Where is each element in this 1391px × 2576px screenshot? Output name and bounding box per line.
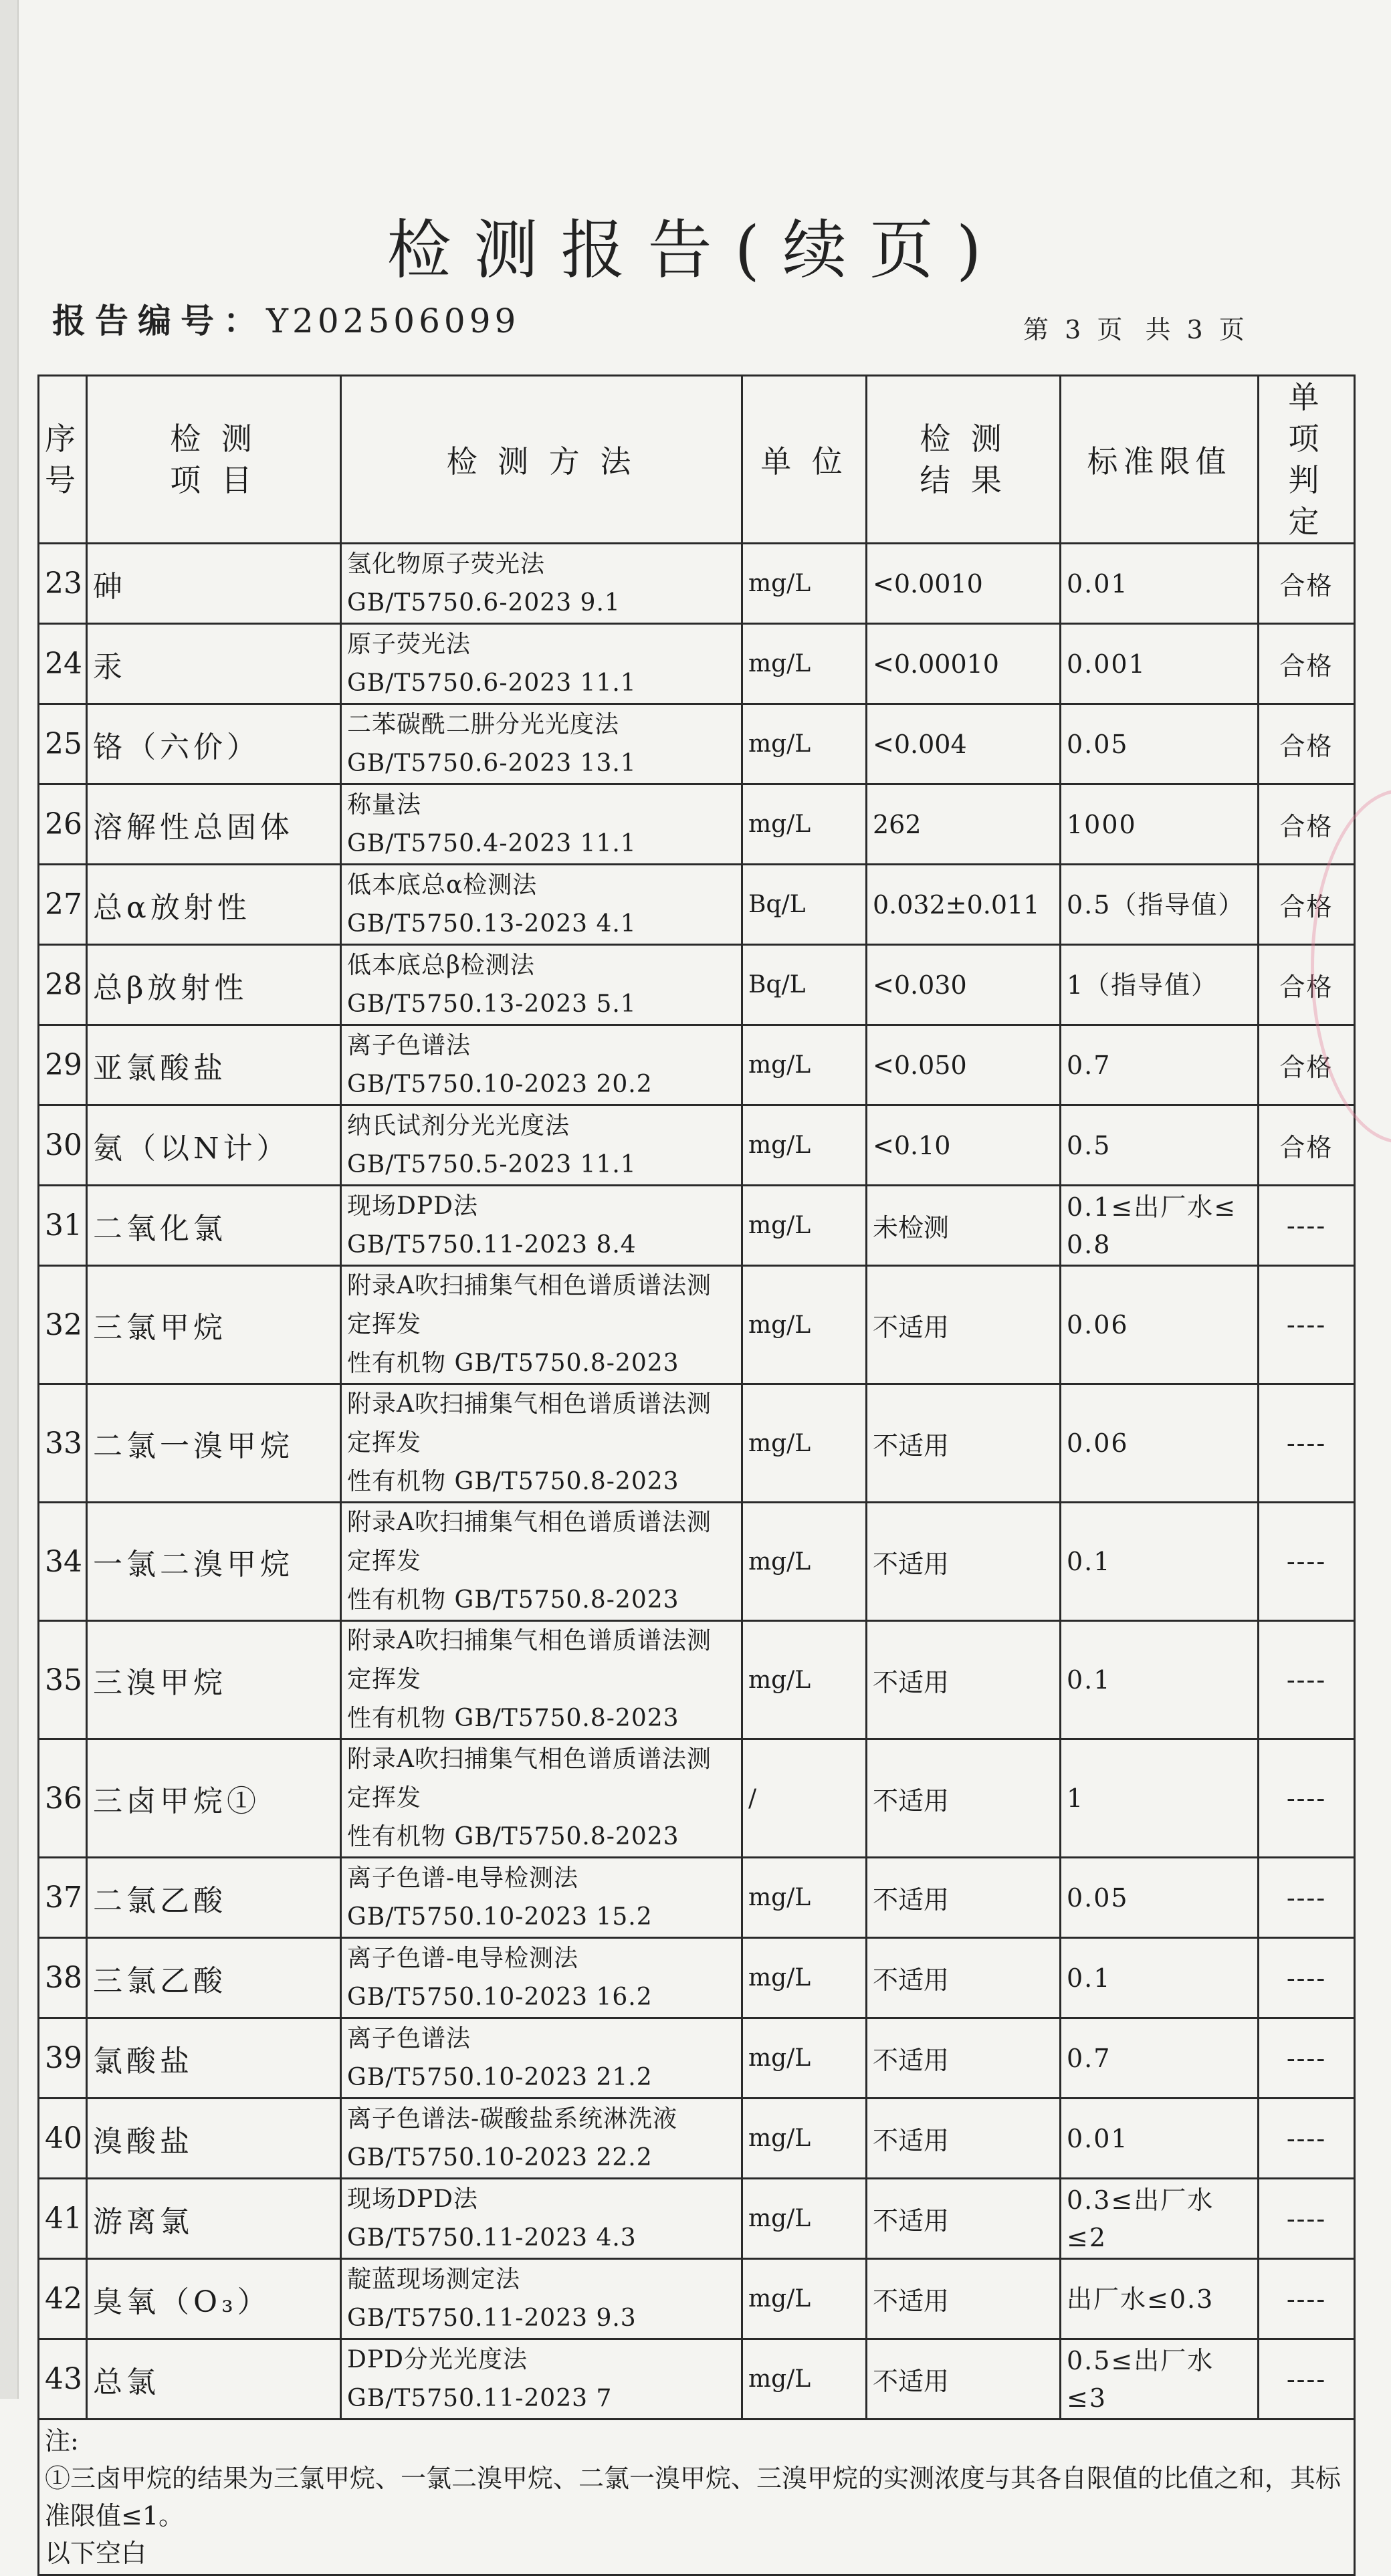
row-unit: mg/L <box>742 1025 867 1105</box>
standard-line-1: 0.5（指导值） <box>1067 889 1245 920</box>
row-number: 24 <box>39 624 87 704</box>
row-unit: mg/L <box>742 1266 867 1384</box>
row-method <box>341 945 742 1025</box>
row-item: 总α放射性 <box>87 865 341 945</box>
row-method <box>341 1938 742 2018</box>
standard-line-1: 0.06 <box>1067 1428 1129 1458</box>
row-unit: Bq/L <box>742 945 867 1025</box>
row-judgement: 合格 <box>1259 945 1355 1025</box>
row-unit: mg/L <box>742 2099 867 2179</box>
row-judgement: ---- <box>1259 1858 1355 1938</box>
row-number: 31 <box>39 1186 87 1266</box>
row-unit: / <box>742 1739 867 1858</box>
header-judge: 单 项 判 定 <box>1259 376 1355 544</box>
row-standard <box>1061 544 1259 624</box>
method-line-1: 附录A吹扫捕集气相色谱质谱法测定挥发 <box>347 1627 712 1693</box>
method-line-1: 附录A吹扫捕集气相色谱质谱法测定挥发 <box>347 1509 712 1575</box>
table-row <box>39 2259 1355 2339</box>
row-number: 41 <box>39 2179 87 2259</box>
row-standard <box>1061 1266 1259 1384</box>
row-unit: Bq/L <box>742 865 867 945</box>
row-item: 三氯乙酸 <box>87 1938 341 2018</box>
method-line-1: 低本底总β检测法 <box>347 951 535 979</box>
method-line-1: 现场DPD法 <box>347 2185 478 2213</box>
row-standard <box>1061 1938 1259 2018</box>
row-number: 37 <box>39 1858 87 1938</box>
method-line-2: GB/T5750.13-2023 5.1 <box>347 990 637 1018</box>
row-item: 铬（六价） <box>87 704 341 784</box>
table-row <box>39 704 1355 784</box>
row-number: 29 <box>39 1025 87 1105</box>
row-result: 不适用 <box>867 2018 1061 2099</box>
row-standard <box>1061 1621 1259 1739</box>
row-unit: mg/L <box>742 1503 867 1621</box>
table-row <box>39 2099 1355 2179</box>
row-standard <box>1061 1025 1259 1105</box>
method-line-1: 附录A吹扫捕集气相色谱质谱法测定挥发 <box>347 1745 712 1812</box>
row-number: 40 <box>39 2099 87 2179</box>
row-judgement: ---- <box>1259 1186 1355 1266</box>
row-standard <box>1061 624 1259 704</box>
row-method <box>341 1739 742 1858</box>
method-line-2: GB/T5750.11-2023 7 <box>347 2384 613 2412</box>
row-unit: mg/L <box>742 704 867 784</box>
standard-line-1: 1（指导值） <box>1067 970 1218 1000</box>
row-result: <0.0010 <box>867 544 1061 624</box>
table-row <box>39 865 1355 945</box>
row-result: 不适用 <box>867 2179 1061 2259</box>
standard-line-1: 0.01 <box>1067 2123 1129 2153</box>
table-body <box>39 544 1355 2575</box>
row-result: 不适用 <box>867 1621 1061 1739</box>
method-line-1: 离子色谱-电导检测法 <box>347 1864 579 1892</box>
row-result: 262 <box>867 784 1061 865</box>
standard-line-1: 0.5 <box>1067 1130 1111 1160</box>
method-line-2: GB/T5750.10-2023 22.2 <box>347 2143 653 2171</box>
row-standard <box>1061 2099 1259 2179</box>
method-line-2: GB/T5750.13-2023 4.1 <box>347 909 637 938</box>
table-row <box>39 2179 1355 2259</box>
row-unit: mg/L <box>742 2339 867 2420</box>
row-item: 游离氯 <box>87 2179 341 2259</box>
row-result: 不适用 <box>867 1938 1061 2018</box>
row-item: 汞 <box>87 624 341 704</box>
method-line-1: 离子色谱法-碳酸盐系统淋洗液 <box>347 2105 678 2133</box>
row-item: 三卤甲烷① <box>87 1739 341 1858</box>
row-method <box>341 1266 742 1384</box>
standard-line-1: 0.1≤出厂水≤ <box>1067 1192 1237 1222</box>
row-standard <box>1061 2179 1259 2259</box>
table-row <box>39 1186 1355 1266</box>
method-line-2: 性有机物 GB/T5750.8-2023 <box>347 1823 679 1850</box>
row-method <box>341 624 742 704</box>
page-edge <box>0 0 19 2399</box>
method-line-1: 氢化物原子荧光法 <box>347 550 546 578</box>
method-line-2: 性有机物 GB/T5750.8-2023 <box>347 1705 679 1732</box>
note-line-2: 以下空白 <box>45 2539 147 2568</box>
row-result: 不适用 <box>867 2099 1061 2179</box>
row-item: 氯酸盐 <box>87 2018 341 2099</box>
row-judgement: 合格 <box>1259 1105 1355 1186</box>
row-item: 砷 <box>87 544 341 624</box>
row-standard <box>1061 2018 1259 2099</box>
method-line-1: 现场DPD法 <box>347 1192 478 1220</box>
row-judgement: ---- <box>1259 2099 1355 2179</box>
standard-line-1: 0.7 <box>1067 2043 1111 2073</box>
row-standard <box>1061 1503 1259 1621</box>
row-method <box>341 784 742 865</box>
row-number: 33 <box>39 1384 87 1503</box>
table-header-row <box>39 376 1355 544</box>
row-judgement: ---- <box>1259 2339 1355 2420</box>
row-judgement: ---- <box>1259 2018 1355 2099</box>
note-cell <box>39 2420 1355 2575</box>
row-standard <box>1061 704 1259 784</box>
row-number: 23 <box>39 544 87 624</box>
table-row <box>39 1384 1355 1503</box>
method-line-2: GB/T5750.11-2023 8.4 <box>347 1230 637 1259</box>
method-line-1: 二苯碳酰二肼分光光度法 <box>347 710 620 738</box>
row-result: 不适用 <box>867 1266 1061 1384</box>
row-judgement: ---- <box>1259 1266 1355 1384</box>
standard-line-1: 0.1 <box>1067 1963 1111 1993</box>
report-number <box>52 294 520 342</box>
standard-line-1: 0.1 <box>1067 1547 1111 1576</box>
standard-line-1: 0.001 <box>1067 649 1146 679</box>
row-standard <box>1061 945 1259 1025</box>
table-row <box>39 624 1355 704</box>
method-line-2: GB/T5750.10-2023 21.2 <box>347 2063 653 2091</box>
row-result: <0.10 <box>867 1105 1061 1186</box>
row-item: 二氯一溴甲烷 <box>87 1384 341 1503</box>
row-number: 35 <box>39 1621 87 1739</box>
row-result: <0.050 <box>867 1025 1061 1105</box>
row-judgement: ---- <box>1259 1621 1355 1739</box>
row-judgement: ---- <box>1259 1503 1355 1621</box>
row-method <box>341 2018 742 2099</box>
method-line-2: GB/T5750.11-2023 4.3 <box>347 2224 637 2252</box>
row-item: 溶解性总固体 <box>87 784 341 865</box>
header-result: 检 测 结 果 <box>867 376 1061 544</box>
header-no: 序 号 <box>39 376 87 544</box>
row-number: 38 <box>39 1938 87 2018</box>
table-row <box>39 1105 1355 1186</box>
standard-line-2: ≤2 <box>1067 2222 1107 2252</box>
row-item: 三溴甲烷 <box>87 1621 341 1739</box>
method-line-1: 附录A吹扫捕集气相色谱质谱法测定挥发 <box>347 1272 712 1338</box>
row-method <box>341 2339 742 2420</box>
method-line-1: 原子荧光法 <box>347 630 471 658</box>
row-item: 臭氧（O₃） <box>87 2259 341 2339</box>
table-row <box>39 1621 1355 1739</box>
row-number: 34 <box>39 1503 87 1621</box>
row-method <box>341 704 742 784</box>
row-item: 三氯甲烷 <box>87 1266 341 1384</box>
standard-line-1: 0.7 <box>1067 1050 1111 1080</box>
table-row <box>39 2018 1355 2099</box>
row-unit: mg/L <box>742 2018 867 2099</box>
table-row <box>39 1938 1355 2018</box>
row-standard <box>1061 865 1259 945</box>
method-line-1: 纳氏试剂分光光度法 <box>347 1111 570 1140</box>
row-item: 总氯 <box>87 2339 341 2420</box>
method-line-2: GB/T5750.10-2023 20.2 <box>347 1070 653 1098</box>
row-result: <0.00010 <box>867 624 1061 704</box>
standard-line-1: 1000 <box>1067 809 1137 839</box>
method-line-1: 离子色谱-电导检测法 <box>347 1944 579 1972</box>
method-line-2: GB/T5750.5-2023 11.1 <box>347 1150 637 1178</box>
row-unit: mg/L <box>742 1186 867 1266</box>
row-standard <box>1061 1739 1259 1858</box>
method-line-1: 低本底总α检测法 <box>347 871 538 899</box>
table-row <box>39 2339 1355 2420</box>
method-line-2: 性有机物 GB/T5750.8-2023 <box>347 1350 679 1377</box>
method-line-2: GB/T5750.10-2023 15.2 <box>347 1903 653 1931</box>
row-judgement: 合格 <box>1259 544 1355 624</box>
row-item: 二氧化氯 <box>87 1186 341 1266</box>
standard-line-1: 0.5≤出厂水 <box>1067 2345 1214 2375</box>
row-result: 不适用 <box>867 1739 1061 1858</box>
method-line-1: 离子色谱法 <box>347 1031 471 1059</box>
row-unit: mg/L <box>742 624 867 704</box>
row-result: 不适用 <box>867 2339 1061 2420</box>
standard-line-2: ≤3 <box>1067 2383 1107 2413</box>
row-item: 总β放射性 <box>87 945 341 1025</box>
row-number: 39 <box>39 2018 87 2099</box>
row-number: 32 <box>39 1266 87 1384</box>
row-result: 不适用 <box>867 1384 1061 1503</box>
row-method <box>341 1186 742 1266</box>
table-row <box>39 544 1355 624</box>
row-method <box>341 1105 742 1186</box>
standard-line-1: 0.3≤出厂水 <box>1067 2185 1214 2215</box>
row-result: 0.032±0.011 <box>867 865 1061 945</box>
standard-line-1: 0.1 <box>1067 1665 1111 1695</box>
row-number: 26 <box>39 784 87 865</box>
row-judgement: 合格 <box>1259 1025 1355 1105</box>
note-row <box>39 2420 1355 2575</box>
note-label: 注: <box>45 2426 79 2456</box>
row-item: 一氯二溴甲烷 <box>87 1503 341 1621</box>
row-unit: mg/L <box>742 1858 867 1938</box>
row-number: 42 <box>39 2259 87 2339</box>
row-method <box>341 1384 742 1503</box>
row-method <box>341 2099 742 2179</box>
method-line-1: 附录A吹扫捕集气相色谱质谱法测定挥发 <box>347 1390 712 1457</box>
row-standard <box>1061 1105 1259 1186</box>
row-number: 36 <box>39 1739 87 1858</box>
method-line-2: GB/T5750.6-2023 13.1 <box>347 749 637 777</box>
method-line-2: GB/T5750.10-2023 16.2 <box>347 1983 653 2011</box>
report-title: 检测报告(续页) <box>387 213 1004 288</box>
row-unit: mg/L <box>742 1621 867 1739</box>
row-standard <box>1061 784 1259 865</box>
row-result: 不适用 <box>867 2259 1061 2339</box>
header-unit: 单 位 <box>742 376 867 544</box>
row-standard <box>1061 1186 1259 1266</box>
row-judgement: 合格 <box>1259 704 1355 784</box>
table-row <box>39 1266 1355 1384</box>
row-standard <box>1061 2259 1259 2339</box>
table-row <box>39 945 1355 1025</box>
row-judgement: ---- <box>1259 2179 1355 2259</box>
standard-line-1: 1 <box>1067 1784 1085 1813</box>
row-unit: mg/L <box>742 784 867 865</box>
row-number: 25 <box>39 704 87 784</box>
row-item: 二氯乙酸 <box>87 1858 341 1938</box>
standard-line-1: 0.06 <box>1067 1310 1129 1339</box>
row-method <box>341 1503 742 1621</box>
row-judgement: ---- <box>1259 1938 1355 2018</box>
method-line-2: GB/T5750.4-2023 11.1 <box>347 829 637 857</box>
row-result: 不适用 <box>867 1858 1061 1938</box>
table-row <box>39 1025 1355 1105</box>
row-method <box>341 1621 742 1739</box>
row-method <box>341 2179 742 2259</box>
row-number: 30 <box>39 1105 87 1186</box>
standard-line-2: 0.8 <box>1067 1229 1111 1259</box>
standard-line-1: 出厂水≤0.3 <box>1067 2284 1214 2314</box>
row-method <box>341 865 742 945</box>
row-unit: mg/L <box>742 1384 867 1503</box>
row-result: 不适用 <box>867 1503 1061 1621</box>
row-item: 氨（以N计） <box>87 1105 341 1186</box>
total-pages: 共 3 页 <box>1145 315 1249 344</box>
row-number: 28 <box>39 945 87 1025</box>
row-unit: mg/L <box>742 544 867 624</box>
results-table <box>37 374 1356 2576</box>
table-row <box>39 1739 1355 1858</box>
row-standard <box>1061 1384 1259 1503</box>
row-judgement: ---- <box>1259 1384 1355 1503</box>
row-item: 亚氯酸盐 <box>87 1025 341 1105</box>
row-number: 27 <box>39 865 87 945</box>
row-standard <box>1061 2339 1259 2420</box>
standard-line-1: 0.01 <box>1067 568 1129 599</box>
method-line-1: 靛蓝现场测定法 <box>347 2265 521 2293</box>
header-item: 检 测 项 目 <box>87 376 341 544</box>
method-line-2: GB/T5750.6-2023 11.1 <box>347 669 637 697</box>
row-unit: mg/L <box>742 1105 867 1186</box>
row-unit: mg/L <box>742 1938 867 2018</box>
method-line-1: DPD分光光度法 <box>347 2345 528 2373</box>
method-line-2: GB/T5750.11-2023 9.3 <box>347 2304 637 2332</box>
table-row <box>39 1858 1355 1938</box>
method-line-2: GB/T5750.6-2023 9.1 <box>347 588 621 617</box>
page-number: 第 3 页 <box>1023 315 1127 344</box>
row-judgement: 合格 <box>1259 624 1355 704</box>
row-method <box>341 1025 742 1105</box>
note-line-1: ①三卤甲烷的结果为三氯甲烷、一氯二溴甲烷、二氯一溴甲烷、三溴甲烷的实测浓度与其各自限值的比值之和，其标准限值≤1。 <box>45 2464 1342 2531</box>
standard-line-1: 0.05 <box>1067 1883 1129 1913</box>
row-method <box>341 2259 742 2339</box>
report-number-label: 报告编号： <box>52 301 266 340</box>
row-item: 溴酸盐 <box>87 2099 341 2179</box>
table-row <box>39 1503 1355 1621</box>
row-result: <0.004 <box>867 704 1061 784</box>
row-number: 43 <box>39 2339 87 2420</box>
standard-line-1: 0.05 <box>1067 729 1129 759</box>
row-judgement: ---- <box>1259 2259 1355 2339</box>
report-number-value: Y202506099 <box>266 302 520 340</box>
row-unit: mg/L <box>742 2259 867 2339</box>
table-row <box>39 784 1355 865</box>
row-judgement: 合格 <box>1259 865 1355 945</box>
method-line-2: 性有机物 GB/T5750.8-2023 <box>347 1586 679 1614</box>
row-judgement: 合格 <box>1259 784 1355 865</box>
row-unit: mg/L <box>742 2179 867 2259</box>
row-result: <0.030 <box>867 945 1061 1025</box>
method-line-2: 性有机物 GB/T5750.8-2023 <box>347 1468 679 1495</box>
row-standard <box>1061 1858 1259 1938</box>
method-line-1: 离子色谱法 <box>347 2024 471 2052</box>
row-method <box>341 544 742 624</box>
row-method <box>341 1858 742 1938</box>
method-line-1: 称量法 <box>347 790 422 819</box>
row-result: 未检测 <box>867 1186 1061 1266</box>
header-method: 检 测 方 法 <box>341 376 742 544</box>
row-judgement: ---- <box>1259 1739 1355 1858</box>
header-standard: 标准限值 <box>1061 376 1259 544</box>
page-count <box>1023 309 1255 346</box>
